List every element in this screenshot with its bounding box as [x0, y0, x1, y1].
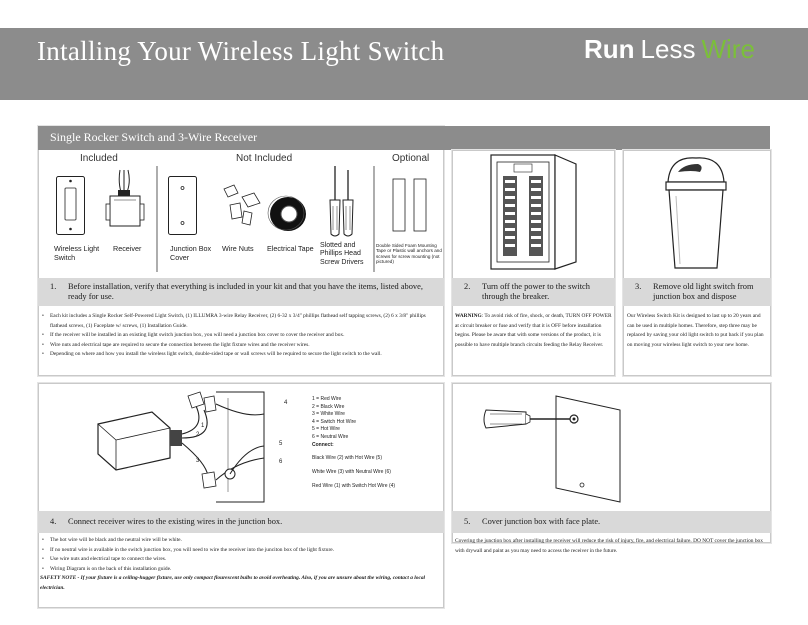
step-3-body: Our Wireless Switch Kit is designed to last up to 20 years and can be used in multiple homes. Therefore, step three may be replaced by saving your old light switch to put back if you plan on moving your wireless light switch to your new home.	[627, 313, 764, 348]
step-4-bullet: • Wiring Diagram is on the back of this installation guide.	[40, 565, 442, 575]
caption-optional-note: Double Sided Foam Mounting Tape or Plastic wall anchors and screws for screw mounting (not pictured)	[376, 243, 442, 265]
step-1-bullet: • Wire nuts and electrical tape are required to secure the connection between the light fixture wires and the receiver wires.	[40, 341, 442, 351]
logo-run: Run	[584, 34, 635, 64]
caption-junction-box-cover: Junction Box Cover	[170, 244, 212, 262]
step-5-bar	[452, 511, 771, 533]
legend-item: 6 = Neutral Wire	[312, 433, 349, 440]
step-4-bullet: • If no neutral wire is available in the switch junction box, you will need to wire the receiver into the junciton box of the light fixture.	[40, 546, 442, 556]
screwdrivers-illustration	[324, 166, 358, 240]
logo-wire: Wire	[701, 34, 755, 64]
step-4-bar	[38, 511, 444, 533]
step-2-bar	[452, 278, 615, 306]
step-4-bullet: • The hot wire will be black and the neutral wire will be white.	[40, 536, 442, 546]
electrical-tape-illustration	[268, 194, 308, 234]
step-2-body	[455, 312, 613, 350]
col-optional-label: Optional	[392, 153, 430, 164]
step-4-body	[40, 536, 442, 594]
step-1-title: Before installation, verify that everything is included in your kit and that you have the items, listed above, ready for use.	[68, 282, 423, 301]
legend-item: 1 = Red Wire	[312, 396, 342, 402]
legend-item: 2 = Black Wire	[312, 403, 345, 410]
col-included-label: Included	[80, 153, 118, 164]
step-5-title: Cover junction box with face plate.	[482, 517, 601, 526]
connection-1: Black Wire (2) with Hot Wire (5)	[312, 455, 383, 461]
step-1-number: 1.	[50, 282, 57, 291]
connection-2: White Wire (3) with Neutral Wire (6)	[312, 469, 391, 475]
step-3-bar	[623, 278, 771, 306]
wire-legend	[312, 396, 432, 442]
wireless-switch-illustration	[56, 176, 86, 236]
caption-electrical-tape: Electrical Tape	[267, 244, 314, 253]
wiring-diagram	[96, 388, 306, 504]
caption-receiver: Receiver	[113, 244, 142, 253]
step-2-title: Turn off the power to the switch through the breaker.	[482, 282, 590, 301]
legend-item: 4 = Switch Hot Wire	[312, 418, 357, 425]
warning-label: WARNING	[455, 313, 482, 319]
step-4-number: 4.	[50, 517, 57, 526]
safety-note: SAFETY NOTE - If your fixture is a ceiling-hugger fixture, use only compact flourescent bulbs to avoid overheating. Also, if you are unsure about the wiring, contact a local electrician.	[40, 575, 426, 591]
breaker-panel-illustration	[490, 154, 580, 272]
page-title: Intalling Your Wireless Light Switch	[37, 36, 445, 66]
wire-nuts-illustration	[220, 183, 262, 229]
col-not-included-label: Not Included	[236, 153, 293, 164]
callout-5: 5	[279, 441, 283, 447]
legend-item: 5 = Hot Wire	[312, 426, 340, 433]
face-plate-illustration	[482, 390, 622, 506]
callout-1: 1	[201, 423, 205, 429]
step-3-number: 3.	[635, 282, 642, 291]
callout-6: 6	[279, 459, 283, 465]
step-1-bullet: • Each kit includes a Single Rocker Self-Powered Light Switch, (1) ILLUMRA 3-wire Relay Receiver, (2) 6-32 x 3/4" phillips flathead self tapping screws, (2) 6 x 3/8" phillips flathead screws, (1) Faceplate w/ screws, (1) Installation Guide.	[40, 312, 442, 331]
step-5-number: 5.	[464, 517, 471, 526]
foam-tape-illustration	[392, 178, 432, 234]
callout-3: 3	[196, 458, 200, 464]
section-heading: Single Rocker Switch and 3-Wire Receiver	[38, 126, 770, 150]
connect-label: Connect:	[312, 442, 334, 448]
connection-3: Red Wire (1) with Switch Hot Wire (4)	[312, 483, 396, 489]
callout-2: 2	[196, 432, 200, 438]
receiver-illustration	[106, 170, 146, 236]
step-4-bullet: • Use wire nuts and electrical tape to connect the wires.	[40, 555, 442, 565]
step-1-bullet: • If the receiver will be installed in an existing light switch junction box, you will need a junction box cover to cover the receiver and box.	[40, 331, 442, 341]
step-4-title: Connect receiver wires to the existing wires in the junction box.	[68, 517, 283, 526]
step-3-title: Remove old light switch from junction box and dispose	[653, 282, 754, 301]
caption-wire-nuts: Wire Nuts	[222, 244, 254, 253]
step-1-bullet: • Depending on where and how you install the wireless light switch, double-sided tape or wall screws will be required to secure the light switch to the wall.	[40, 350, 442, 360]
step-5-body: Covering the junction box after installing the receiver will reduce the risk of injury, fire, and electrical failure. DO NOT cover the junction box with drywall and paint as you may need to access the receiver in the future.	[455, 538, 763, 554]
callout-4: 4	[284, 400, 288, 406]
step-2-text: : To avoid risk of fire, shock, or death, TURN OFF POWER at circuit breaker or fuse and verify that it is OFF before installation begins. Please be aware that with some versions of the product, it is possible to have multiple branch circuits feeding the Relay Receiver.	[455, 313, 612, 348]
legend-item: 3 = White Wire	[312, 411, 345, 418]
logo-less: Less	[640, 34, 696, 64]
caption-screwdrivers: Slotted and Phillips Head Screw Drivers	[320, 242, 364, 266]
step-1-bar	[38, 278, 444, 306]
junction-box-cover-illustration	[168, 176, 198, 236]
trash-can-illustration	[664, 156, 728, 272]
step-1-body	[40, 312, 442, 360]
step-2-number: 2.	[464, 282, 471, 291]
caption-wireless-switch: Wireless Light Switch	[54, 244, 100, 262]
